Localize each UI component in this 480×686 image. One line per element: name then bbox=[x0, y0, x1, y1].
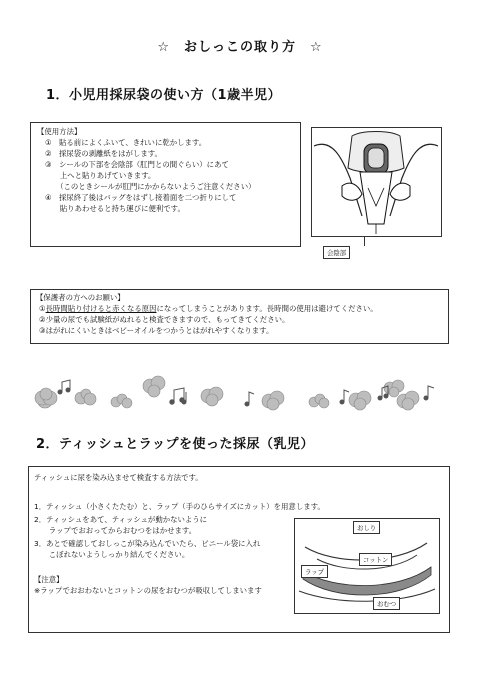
decorative-border bbox=[28, 374, 458, 414]
notice-box bbox=[30, 289, 449, 344]
method-step-2-cont: ラップでおおってからおむつをはかせます。 bbox=[34, 526, 197, 535]
method-intro: ティッシュに尿を染み込ませて検査する方法です。 bbox=[34, 473, 203, 482]
music-note-icon bbox=[249, 392, 254, 404]
notice-item-2: ②少量の尿でも試験紙がぬれると検査できますので、もってきてください。 bbox=[39, 315, 290, 324]
wrap-diaper-diagram bbox=[294, 518, 440, 614]
notice-label: 【保護者の方へのお願い】 bbox=[36, 293, 125, 302]
diaper-label: おむつ bbox=[373, 597, 400, 610]
usage-step-4-cont: 貼りあわせると持ち運びに便利です。 bbox=[45, 204, 185, 213]
collection-bag-illustration bbox=[311, 127, 442, 237]
notice-item-3: ③はがれにくいときはベビーオイルをつかうとはがれやすくなります。 bbox=[39, 326, 274, 335]
usage-box bbox=[30, 122, 301, 247]
usage-label: 【使用方法】 bbox=[37, 127, 82, 136]
notice-item-1: ①長時間貼り付けると赤くなる原因になってしまうことがあります。長時間の使用は避けてください。 bbox=[39, 304, 378, 313]
usage-step-2: ② 採尿袋の剥離紙をはがします。 bbox=[45, 149, 162, 158]
illustration-pointer-line bbox=[364, 236, 365, 246]
infant-bag-drawing bbox=[312, 128, 440, 235]
note-text: ※ラップでおおわないとコットンの尿をおむつが吸収してしまいます bbox=[34, 586, 262, 595]
usage-step-3-cont: 上へと貼りあげていきます。 bbox=[45, 171, 156, 180]
music-note-icon bbox=[344, 390, 349, 402]
usage-step-3: ③ シールの下部を会陰部（肛門との間ぐらい）にあて bbox=[45, 160, 229, 169]
perineum-label: 会陰部 bbox=[323, 246, 350, 259]
method-step-1: 1．ティッシュ（小さくたたむ）と、ラップ（手のひらサイズにカット）を用意します。 bbox=[34, 502, 325, 511]
note-label: 【注意】 bbox=[34, 575, 64, 584]
section1-heading: 1．小児用採尿袋の使い方（1歳半児） bbox=[46, 88, 282, 103]
method-step-2: 2．ティッシュをあて、ティッシュが動かないように bbox=[34, 515, 208, 524]
usage-step-1: ① 貼る前によくふいて、きれいに乾かします。 bbox=[45, 138, 207, 147]
buttocks-label: おしり bbox=[353, 521, 380, 534]
usage-step-3-note: （このときシールが肛門にかからないようご注意ください） bbox=[45, 182, 256, 191]
section2-heading: 2．ティッシュとラップを使った採尿（乳児） bbox=[36, 437, 314, 452]
page-title: ☆ おしっこの取り方 ☆ bbox=[157, 40, 323, 55]
usage-step-4: ④ 採尿終了後はバッグをはずし接着面を二つ折りにして bbox=[45, 193, 237, 202]
wrap-label: ラップ bbox=[301, 565, 328, 578]
cotton-label: コットン bbox=[359, 553, 392, 566]
method-step-3: 3．あとで確認しておしっこが染み込んでいたら、ビニール袋に入れ bbox=[34, 539, 261, 548]
method-step-3-cont: こぼれないようしっかり結んでください。 bbox=[34, 550, 190, 559]
music-note-icon bbox=[428, 386, 434, 398]
